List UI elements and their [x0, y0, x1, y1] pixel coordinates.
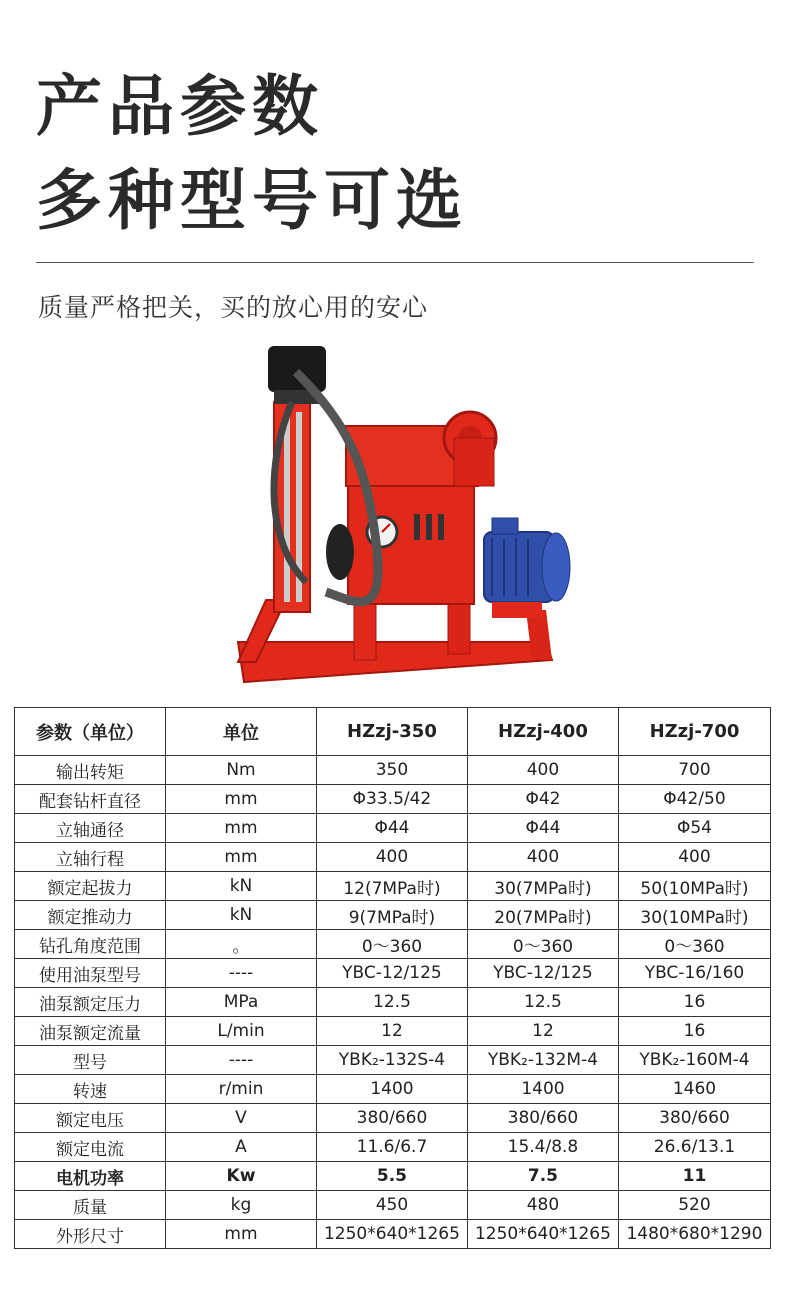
table-row [15, 872, 771, 901]
table-header-row [15, 708, 771, 756]
table-cell: 5.5 [316, 1162, 467, 1191]
table-cell: 使用油泵型号 [15, 959, 166, 988]
table-cell: YBC-16/160 [618, 959, 770, 988]
table-cell: 520 [618, 1191, 770, 1220]
table-cell: 电机功率 [15, 1162, 166, 1191]
table-cell: 30(10MPa时) [618, 901, 770, 930]
table-cell: mm [165, 785, 316, 814]
table-cell: MPa [165, 988, 316, 1017]
table-cell: 380/660 [316, 1104, 467, 1133]
table-cell: Kw [165, 1162, 316, 1191]
table-row [15, 785, 771, 814]
table-cell: 30(7MPa时) [467, 872, 618, 901]
table-cell: 型号 [15, 1046, 166, 1075]
table-cell: 额定电压 [15, 1104, 166, 1133]
table-row [15, 1104, 771, 1133]
table-row [15, 814, 771, 843]
table-cell: 20(7MPa时) [467, 901, 618, 930]
table-cell: L/min [165, 1017, 316, 1046]
table-cell: 1250*640*1265 [316, 1220, 467, 1249]
table-row [15, 843, 771, 872]
table-cell: 12 [467, 1017, 618, 1046]
table-row [15, 988, 771, 1017]
table-row [15, 756, 771, 785]
table-cell: 16 [618, 988, 770, 1017]
table-row [15, 901, 771, 930]
table-cell: 12(7MPa时) [316, 872, 467, 901]
table-cell: mm [165, 843, 316, 872]
table-cell: r/min [165, 1075, 316, 1104]
table-row [15, 1191, 771, 1220]
table-cell: 11 [618, 1162, 770, 1191]
table-cell: ---- [165, 959, 316, 988]
table-cell: Nm [165, 756, 316, 785]
table-cell: mm [165, 1220, 316, 1249]
table-row [15, 1075, 771, 1104]
table-cell: 12.5 [467, 988, 618, 1017]
table-cell: 400 [618, 843, 770, 872]
table-cell: 立轴通径 [15, 814, 166, 843]
table-cell: mm [165, 814, 316, 843]
table-row [15, 1162, 771, 1191]
table-cell: 额定推动力 [15, 901, 166, 930]
table-cell: V [165, 1104, 316, 1133]
table-cell: 12 [316, 1017, 467, 1046]
table-cell: 16 [618, 1017, 770, 1046]
table-cell: Φ33.5/42 [316, 785, 467, 814]
table-cell: 11.6/6.7 [316, 1133, 467, 1162]
table-cell: 7.5 [467, 1162, 618, 1191]
table-cell: 12.5 [316, 988, 467, 1017]
table-cell: YBC-12/125 [316, 959, 467, 988]
table-cell: 700 [618, 756, 770, 785]
table-cell: 0～360 [316, 930, 467, 959]
table-cell: YBC-12/125 [467, 959, 618, 988]
table-cell: 9(7MPa时) [316, 901, 467, 930]
table-row [15, 1220, 771, 1249]
table-cell: kg [165, 1191, 316, 1220]
table-cell: 450 [316, 1191, 467, 1220]
table-cell: 配套钻杆直径 [15, 785, 166, 814]
table-cell: 350 [316, 756, 467, 785]
header-cell: 参数（单位） [15, 708, 166, 756]
table-cell: 1460 [618, 1075, 770, 1104]
table-cell: ---- [165, 1046, 316, 1075]
table-cell: 油泵额定流量 [15, 1017, 166, 1046]
table-cell: 400 [467, 843, 618, 872]
table-cell: YBK₂-132M-4 [467, 1046, 618, 1075]
table-cell: 钻孔角度范围 [15, 930, 166, 959]
table-cell: kN [165, 901, 316, 930]
table-cell: 380/660 [618, 1104, 770, 1133]
table-cell: Φ42/50 [618, 785, 770, 814]
table-cell: YBK₂-132S-4 [316, 1046, 467, 1075]
table-cell: 1250*640*1265 [467, 1220, 618, 1249]
header-cell: HZzj-700 [618, 708, 770, 756]
page-subtitle-heading: 多种型号可选 [36, 162, 468, 239]
table-cell: Φ44 [467, 814, 618, 843]
table-cell: kN [165, 872, 316, 901]
table-cell: 26.6/13.1 [618, 1133, 770, 1162]
table-cell: 0～360 [467, 930, 618, 959]
divider [36, 262, 754, 263]
table-row [15, 1017, 771, 1046]
table-cell: 400 [316, 843, 467, 872]
table-cell: 额定电流 [15, 1133, 166, 1162]
drilling-machine-image [226, 342, 586, 688]
table-cell: 0～360 [618, 930, 770, 959]
header-cell: HZzj-400 [467, 708, 618, 756]
table-row [15, 959, 771, 988]
table-cell: Φ54 [618, 814, 770, 843]
table-cell: 转速 [15, 1075, 166, 1104]
table-cell: 额定起拔力 [15, 872, 166, 901]
table-cell: 输出转矩 [15, 756, 166, 785]
table-cell: 立轴行程 [15, 843, 166, 872]
specification-table [14, 707, 771, 1249]
table-row [15, 1046, 771, 1075]
table-cell: 1400 [467, 1075, 618, 1104]
table-cell: 15.4/8.8 [467, 1133, 618, 1162]
table-cell: 1400 [316, 1075, 467, 1104]
table-cell: 。 [165, 930, 316, 959]
table-cell: 1480*680*1290 [618, 1220, 770, 1249]
table-cell: A [165, 1133, 316, 1162]
table-cell: YBK₂-160M-4 [618, 1046, 770, 1075]
header-cell: HZzj-350 [316, 708, 467, 756]
header-cell: 单位 [165, 708, 316, 756]
table-cell: 380/660 [467, 1104, 618, 1133]
table-cell: 油泵额定压力 [15, 988, 166, 1017]
table-row [15, 930, 771, 959]
page-title: 产品参数 [36, 68, 324, 145]
tagline: 质量严格把关，买的放心用的安心 [38, 293, 429, 322]
table-cell: 质量 [15, 1191, 166, 1220]
table-row [15, 1133, 771, 1162]
table-cell: Φ42 [467, 785, 618, 814]
table-cell: 50(10MPa时) [618, 872, 770, 901]
table-cell: 480 [467, 1191, 618, 1220]
table-cell: 400 [467, 756, 618, 785]
table-cell: 外形尺寸 [15, 1220, 166, 1249]
table-cell: Φ44 [316, 814, 467, 843]
